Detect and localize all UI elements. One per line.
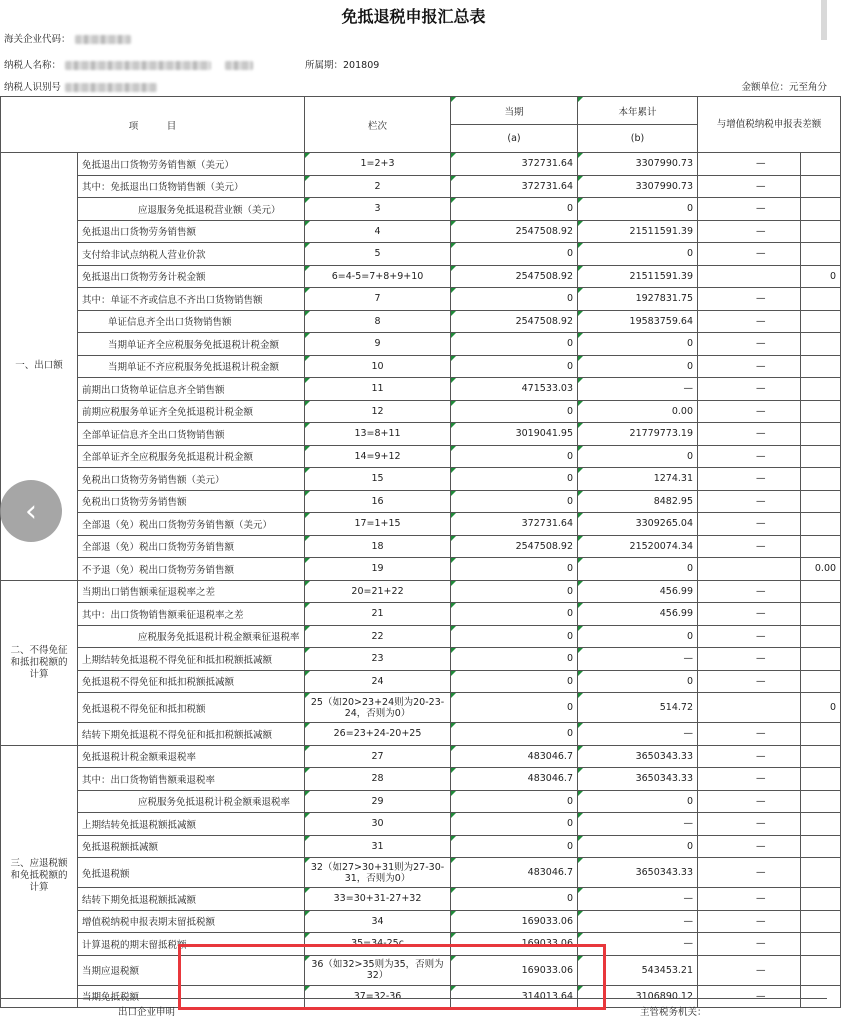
row-item-label: 其中：出口货物销售额乘退税率 xyxy=(78,768,305,791)
redacted-customs-code xyxy=(75,35,131,44)
row-diff-value: — xyxy=(698,985,801,1008)
row-ytd-value: — xyxy=(578,888,698,911)
section-label: 二、不得免征和抵扣税额的计算 xyxy=(1,580,78,745)
customs-code-row xyxy=(4,31,131,45)
row-diff-value: — xyxy=(698,445,801,468)
row-code: 15 xyxy=(305,468,451,491)
row-diff-extra xyxy=(801,198,841,221)
row-ytd-value: 0 xyxy=(578,355,698,378)
row-diff-extra xyxy=(801,153,841,176)
row-current-value: 471533.03 xyxy=(451,378,578,401)
row-diff-value: — xyxy=(698,955,801,985)
row-code: 31 xyxy=(305,835,451,858)
row-diff-value xyxy=(698,558,801,581)
table-row xyxy=(1,490,841,513)
row-item-label: 不予退（免）税出口货物劳务销售额 xyxy=(78,558,305,581)
row-item-label: 当期单证齐全应税服务免抵退税计税金额 xyxy=(78,333,305,356)
row-code: 33=30+31-27+32 xyxy=(305,888,451,911)
table-row xyxy=(1,558,841,581)
row-item-label: 免税出口货物劳务销售额（美元） xyxy=(78,468,305,491)
row-diff-extra xyxy=(801,220,841,243)
row-diff-extra xyxy=(801,723,841,746)
row-current-value: 0 xyxy=(451,288,578,311)
table-row xyxy=(1,858,841,888)
row-item-label: 当期免抵税额 xyxy=(78,985,305,1008)
row-current-value: 483046.7 xyxy=(451,745,578,768)
row-code: 24 xyxy=(305,670,451,693)
row-ytd-value: 21511591.39 xyxy=(578,265,698,288)
row-code: 23 xyxy=(305,648,451,671)
row-diff-extra xyxy=(801,535,841,558)
table-row xyxy=(1,813,841,836)
row-current-value: 0 xyxy=(451,400,578,423)
table-row xyxy=(1,288,841,311)
row-current-value: 0 xyxy=(451,243,578,266)
row-ytd-value: 543453.21 xyxy=(578,955,698,985)
row-diff-extra xyxy=(801,910,841,933)
row-current-value: 2547508.92 xyxy=(451,535,578,558)
header-diff: 与增值税纳税申报表差额 xyxy=(698,97,841,153)
row-diff-extra xyxy=(801,445,841,468)
row-diff-value: — xyxy=(698,625,801,648)
row-code: 35=34-25c xyxy=(305,933,451,956)
row-code: 25（如20>23+24则为20-23-24，否则为0） xyxy=(305,693,451,723)
table-row xyxy=(1,423,841,446)
row-item-label: 其中：免抵退出口货物销售额（美元） xyxy=(78,175,305,198)
row-current-value: 2547508.92 xyxy=(451,265,578,288)
row-code: 1=2+3 xyxy=(305,153,451,176)
row-item-label: 当期单证不齐应税服务免抵退税计税金额 xyxy=(78,355,305,378)
table-row xyxy=(1,888,841,911)
row-diff-value: — xyxy=(698,355,801,378)
row-diff-value: — xyxy=(698,723,801,746)
row-ytd-value: 3650343.33 xyxy=(578,768,698,791)
table-row xyxy=(1,625,841,648)
row-ytd-value: 0 xyxy=(578,670,698,693)
row-ytd-value: — xyxy=(578,648,698,671)
section-label: 一、出口额 xyxy=(1,153,78,581)
row-diff-extra xyxy=(801,648,841,671)
table-row xyxy=(1,400,841,423)
row-code: 2 xyxy=(305,175,451,198)
table-row xyxy=(1,265,841,288)
row-diff-extra xyxy=(801,355,841,378)
table-row xyxy=(1,648,841,671)
row-current-value: 0 xyxy=(451,648,578,671)
row-diff-extra: 0 xyxy=(801,693,841,723)
row-diff-value: — xyxy=(698,535,801,558)
table-row xyxy=(1,723,841,746)
row-ytd-value: 1927831.75 xyxy=(578,288,698,311)
row-current-value: 0 xyxy=(451,835,578,858)
row-current-value: 0 xyxy=(451,723,578,746)
footer-right: 主管税务机关： xyxy=(640,1007,707,1018)
row-code: 4 xyxy=(305,220,451,243)
row-diff-value: — xyxy=(698,468,801,491)
row-diff-value: — xyxy=(698,333,801,356)
row-item-label: 增值税纳税申报表期末留抵税额 xyxy=(78,910,305,933)
row-diff-value: — xyxy=(698,580,801,603)
row-current-value: 0 xyxy=(451,558,578,581)
row-item-label: 支付给非试点纳税人营业价款 xyxy=(78,243,305,266)
table-row xyxy=(1,790,841,813)
row-item-label: 结转下期免抵退税额抵减额 xyxy=(78,888,305,911)
table-row xyxy=(1,378,841,401)
unit-label: 金额单位：元至角分 xyxy=(741,82,827,93)
row-ytd-value: 0 xyxy=(578,198,698,221)
table-row xyxy=(1,603,841,626)
row-diff-value: — xyxy=(698,243,801,266)
row-diff-extra xyxy=(801,603,841,626)
row-diff-extra xyxy=(801,333,841,356)
row-current-value: 0 xyxy=(451,693,578,723)
header-item: 项 目 xyxy=(1,97,305,153)
row-diff-extra xyxy=(801,933,841,956)
table-row xyxy=(1,220,841,243)
row-ytd-value: 456.99 xyxy=(578,603,698,626)
row-current-value: 2547508.92 xyxy=(451,310,578,333)
row-diff-extra xyxy=(801,243,841,266)
row-current-value: 0 xyxy=(451,625,578,648)
row-diff-extra xyxy=(801,468,841,491)
row-diff-value: — xyxy=(698,933,801,956)
row-item-label: 当期应退税额 xyxy=(78,955,305,985)
row-current-value: 314013.64 xyxy=(451,985,578,1008)
redacted-taxpayer-id xyxy=(65,83,157,92)
row-item-label: 免抵退出口货物劳务销售额（美元） xyxy=(78,153,305,176)
row-code: 34 xyxy=(305,910,451,933)
row-current-value: 0 xyxy=(451,888,578,911)
row-current-value: 0 xyxy=(451,445,578,468)
row-ytd-value: 0 xyxy=(578,625,698,648)
row-code: 16 xyxy=(305,490,451,513)
row-code: 6=4-5=7+8+9+10 xyxy=(305,265,451,288)
row-diff-value xyxy=(698,693,801,723)
row-code: 7 xyxy=(305,288,451,311)
row-code: 22 xyxy=(305,625,451,648)
row-ytd-value: 0 xyxy=(578,790,698,813)
row-ytd-value: 1274.31 xyxy=(578,468,698,491)
row-diff-extra xyxy=(801,175,841,198)
row-current-value: 2547508.92 xyxy=(451,220,578,243)
row-diff-value: — xyxy=(698,153,801,176)
row-diff-value: — xyxy=(698,198,801,221)
row-diff-value: — xyxy=(698,220,801,243)
prev-page-button[interactable] xyxy=(0,480,62,542)
redacted-taxpayer-name-2 xyxy=(225,61,253,70)
row-diff-value: — xyxy=(698,670,801,693)
row-ytd-value: 0 xyxy=(578,333,698,356)
row-item-label: 免抵退税计税金额乘退税率 xyxy=(78,745,305,768)
row-ytd-value: 0.00 xyxy=(578,400,698,423)
row-ytd-value: 0 xyxy=(578,445,698,468)
row-code: 32（如27>30+31则为27-30-31，否则为0） xyxy=(305,858,451,888)
row-code: 9 xyxy=(305,333,451,356)
row-code: 5 xyxy=(305,243,451,266)
row-diff-value: — xyxy=(698,288,801,311)
row-code: 18 xyxy=(305,535,451,558)
row-diff-extra xyxy=(801,423,841,446)
header-code: 栏次 xyxy=(305,97,451,153)
row-ytd-value: 514.72 xyxy=(578,693,698,723)
table-row xyxy=(1,175,841,198)
row-code: 14=9+12 xyxy=(305,445,451,468)
row-diff-value: — xyxy=(698,835,801,858)
row-code: 27 xyxy=(305,745,451,768)
row-item-label: 全部退（免）税出口货物劳务销售额（美元） xyxy=(78,513,305,536)
row-item-label: 结转下期免抵退税不得免征和抵扣税额抵减额 xyxy=(78,723,305,746)
row-item-label: 免抵退税额抵减额 xyxy=(78,835,305,858)
row-diff-extra xyxy=(801,790,841,813)
row-diff-extra xyxy=(801,513,841,536)
row-diff-value: — xyxy=(698,888,801,911)
row-current-value: 0 xyxy=(451,670,578,693)
row-ytd-value: — xyxy=(578,378,698,401)
row-code: 21 xyxy=(305,603,451,626)
row-item-label: 免抵退税不得免征和抵扣税额 xyxy=(78,693,305,723)
row-diff-extra xyxy=(801,888,841,911)
row-current-value: 169033.06 xyxy=(451,933,578,956)
row-diff-value: — xyxy=(698,745,801,768)
table-row xyxy=(1,745,841,768)
row-diff-extra xyxy=(801,670,841,693)
row-diff-extra xyxy=(801,745,841,768)
row-item-label: 全部单证齐全应税服务免抵退税计税金额 xyxy=(78,445,305,468)
table-row xyxy=(1,445,841,468)
table-row xyxy=(1,933,841,956)
row-current-value: 0 xyxy=(451,468,578,491)
row-item-label: 全部退（免）税出口货物劳务销售额 xyxy=(78,535,305,558)
row-code: 29 xyxy=(305,790,451,813)
taxpayer-name-label: 纳税人名称： xyxy=(4,60,62,71)
row-diff-value: — xyxy=(698,813,801,836)
header-ytd-sub: (b) xyxy=(578,125,698,153)
row-code: 20=21+22 xyxy=(305,580,451,603)
row-item-label: 其中：出口货物销售额乘征退税率之差 xyxy=(78,603,305,626)
row-ytd-value: 3307990.73 xyxy=(578,153,698,176)
row-item-label: 应税服务免抵退税计税金额乘退税率 xyxy=(78,790,305,813)
table-row xyxy=(1,243,841,266)
row-code: 28 xyxy=(305,768,451,791)
footer-left: 出口企业申明 xyxy=(118,1007,176,1018)
row-diff-value: — xyxy=(698,648,801,671)
row-ytd-value: 3650343.33 xyxy=(578,745,698,768)
table-row xyxy=(1,198,841,221)
row-code: 19 xyxy=(305,558,451,581)
row-diff-value: — xyxy=(698,310,801,333)
table-row xyxy=(1,910,841,933)
row-current-value: 0 xyxy=(451,333,578,356)
row-ytd-value: 21520074.34 xyxy=(578,535,698,558)
row-ytd-value: 0 xyxy=(578,243,698,266)
row-ytd-value: 3650343.33 xyxy=(578,858,698,888)
table-row xyxy=(1,580,841,603)
row-diff-extra xyxy=(801,813,841,836)
table-row xyxy=(1,535,841,558)
footer-divider xyxy=(0,998,827,999)
row-ytd-value: — xyxy=(578,813,698,836)
row-diff-value: — xyxy=(698,513,801,536)
row-code: 10 xyxy=(305,355,451,378)
row-diff-extra xyxy=(801,625,841,648)
row-item-label: 其中：单证不齐或信息不齐出口货物销售额 xyxy=(78,288,305,311)
table-row xyxy=(1,693,841,723)
row-diff-value: — xyxy=(698,603,801,626)
row-current-value: 0 xyxy=(451,813,578,836)
section-label: 三、应退税额和免抵税额的计算 xyxy=(1,745,78,1008)
header-current: 当期 xyxy=(451,97,578,125)
table-row xyxy=(1,835,841,858)
row-ytd-value: 21511591.39 xyxy=(578,220,698,243)
row-item-label: 免抵退出口货物劳务销售额 xyxy=(78,220,305,243)
period-label: 所属期： xyxy=(305,60,344,71)
row-current-value: 0 xyxy=(451,198,578,221)
table-row xyxy=(1,310,841,333)
taxpayer-id-row xyxy=(4,79,157,93)
taxpayer-id-label: 纳税人识别号 xyxy=(4,82,62,93)
row-current-value: 0 xyxy=(451,790,578,813)
row-item-label: 免抵退税不得免征和抵扣税额抵减额 xyxy=(78,670,305,693)
row-item-label: 免税出口货物劳务销售额 xyxy=(78,490,305,513)
row-code: 13=8+11 xyxy=(305,423,451,446)
row-diff-extra xyxy=(801,768,841,791)
row-current-value: 483046.7 xyxy=(451,768,578,791)
row-current-value: 169033.06 xyxy=(451,955,578,985)
row-code: 17=1+15 xyxy=(305,513,451,536)
row-diff-extra xyxy=(801,310,841,333)
row-item-label: 当期出口销售额乘征退税率之差 xyxy=(78,580,305,603)
row-diff-extra xyxy=(801,400,841,423)
row-diff-value xyxy=(698,265,801,288)
row-current-value: 372731.64 xyxy=(451,153,578,176)
redacted-taxpayer-name xyxy=(65,61,211,70)
table-row xyxy=(1,468,841,491)
row-code: 12 xyxy=(305,400,451,423)
row-item-label: 应退服务免抵退税营业额（美元） xyxy=(78,198,305,221)
row-diff-extra xyxy=(801,288,841,311)
row-code: 8 xyxy=(305,310,451,333)
row-current-value: 372731.64 xyxy=(451,513,578,536)
row-ytd-value: 3106890.12 xyxy=(578,985,698,1008)
table-row xyxy=(1,670,841,693)
row-ytd-value: 19583759.64 xyxy=(578,310,698,333)
row-ytd-value: 3307990.73 xyxy=(578,175,698,198)
row-item-label: 前期应税服务单证齐全免抵退税计税金额 xyxy=(78,400,305,423)
customs-code-label: 海关企业代码： xyxy=(4,34,71,45)
row-item-label: 上期结转免抵退税额抵减额 xyxy=(78,813,305,836)
row-ytd-value: 0 xyxy=(578,835,698,858)
row-diff-extra xyxy=(801,955,841,985)
header-current-sub: (a) xyxy=(451,125,578,153)
row-ytd-value: — xyxy=(578,933,698,956)
row-item-label: 免抵退税额 xyxy=(78,858,305,888)
row-current-value: 3019041.95 xyxy=(451,423,578,446)
row-diff-value: — xyxy=(698,790,801,813)
row-current-value: 0 xyxy=(451,580,578,603)
row-ytd-value: 3309265.04 xyxy=(578,513,698,536)
row-diff-extra: 0 xyxy=(801,265,841,288)
row-code: 37=32-36 xyxy=(305,985,451,1008)
row-current-value: 169033.06 xyxy=(451,910,578,933)
table-row xyxy=(1,955,841,985)
row-diff-value: — xyxy=(698,175,801,198)
row-code: 11 xyxy=(305,378,451,401)
row-item-label: 免抵退出口货物劳务计税金额 xyxy=(78,265,305,288)
table-row xyxy=(1,153,841,176)
page-title: 免抵退税申报汇总表 xyxy=(341,7,486,26)
row-item-label: 前期出口货物单证信息齐全销售额 xyxy=(78,378,305,401)
summary-table xyxy=(0,96,841,1008)
row-ytd-value: — xyxy=(578,910,698,933)
row-diff-extra xyxy=(801,490,841,513)
table-row xyxy=(1,513,841,536)
row-diff-value: — xyxy=(698,400,801,423)
row-diff-extra xyxy=(801,985,841,1008)
row-diff-value: — xyxy=(698,910,801,933)
row-item-label: 上期结转免抵退税不得免征和抵扣税额抵减额 xyxy=(78,648,305,671)
row-current-value: 483046.7 xyxy=(451,858,578,888)
row-diff-extra xyxy=(801,858,841,888)
row-current-value: 0 xyxy=(451,490,578,513)
row-code: 3 xyxy=(305,198,451,221)
row-code: 36（如32>35则为35，否则为32） xyxy=(305,955,451,985)
row-diff-extra xyxy=(801,835,841,858)
taxpayer-name-row xyxy=(4,57,253,71)
row-diff-extra: 0.00 xyxy=(801,558,841,581)
row-code: 26=23+24-20+25 xyxy=(305,723,451,746)
row-diff-value: — xyxy=(698,490,801,513)
row-ytd-value: 21779773.19 xyxy=(578,423,698,446)
row-diff-value: — xyxy=(698,768,801,791)
row-ytd-value: 8482.95 xyxy=(578,490,698,513)
period-row xyxy=(305,57,379,71)
header-ytd: 本年累计 xyxy=(578,97,698,125)
row-ytd-value: 456.99 xyxy=(578,580,698,603)
row-item-label: 计算退税的期末留抵税额 xyxy=(78,933,305,956)
row-diff-extra xyxy=(801,580,841,603)
row-current-value: 372731.64 xyxy=(451,175,578,198)
row-item-label: 单证信息齐全出口货物销售额 xyxy=(78,310,305,333)
row-ytd-value: — xyxy=(578,723,698,746)
row-diff-extra xyxy=(801,378,841,401)
row-diff-value: — xyxy=(698,423,801,446)
period-value: 201809 xyxy=(343,60,380,71)
table-row xyxy=(1,355,841,378)
row-current-value: 0 xyxy=(451,603,578,626)
row-current-value: 0 xyxy=(451,355,578,378)
table-row xyxy=(1,768,841,791)
chevron-left-icon: ‹ xyxy=(25,493,37,529)
row-code: 30 xyxy=(305,813,451,836)
row-item-label: 全部单证信息齐全出口货物销售额 xyxy=(78,423,305,446)
row-diff-value: — xyxy=(698,858,801,888)
table-row xyxy=(1,333,841,356)
row-item-label: 应税服务免抵退税计税金额乘征退税率 xyxy=(78,625,305,648)
row-diff-value: — xyxy=(698,378,801,401)
row-ytd-value: 0 xyxy=(578,558,698,581)
